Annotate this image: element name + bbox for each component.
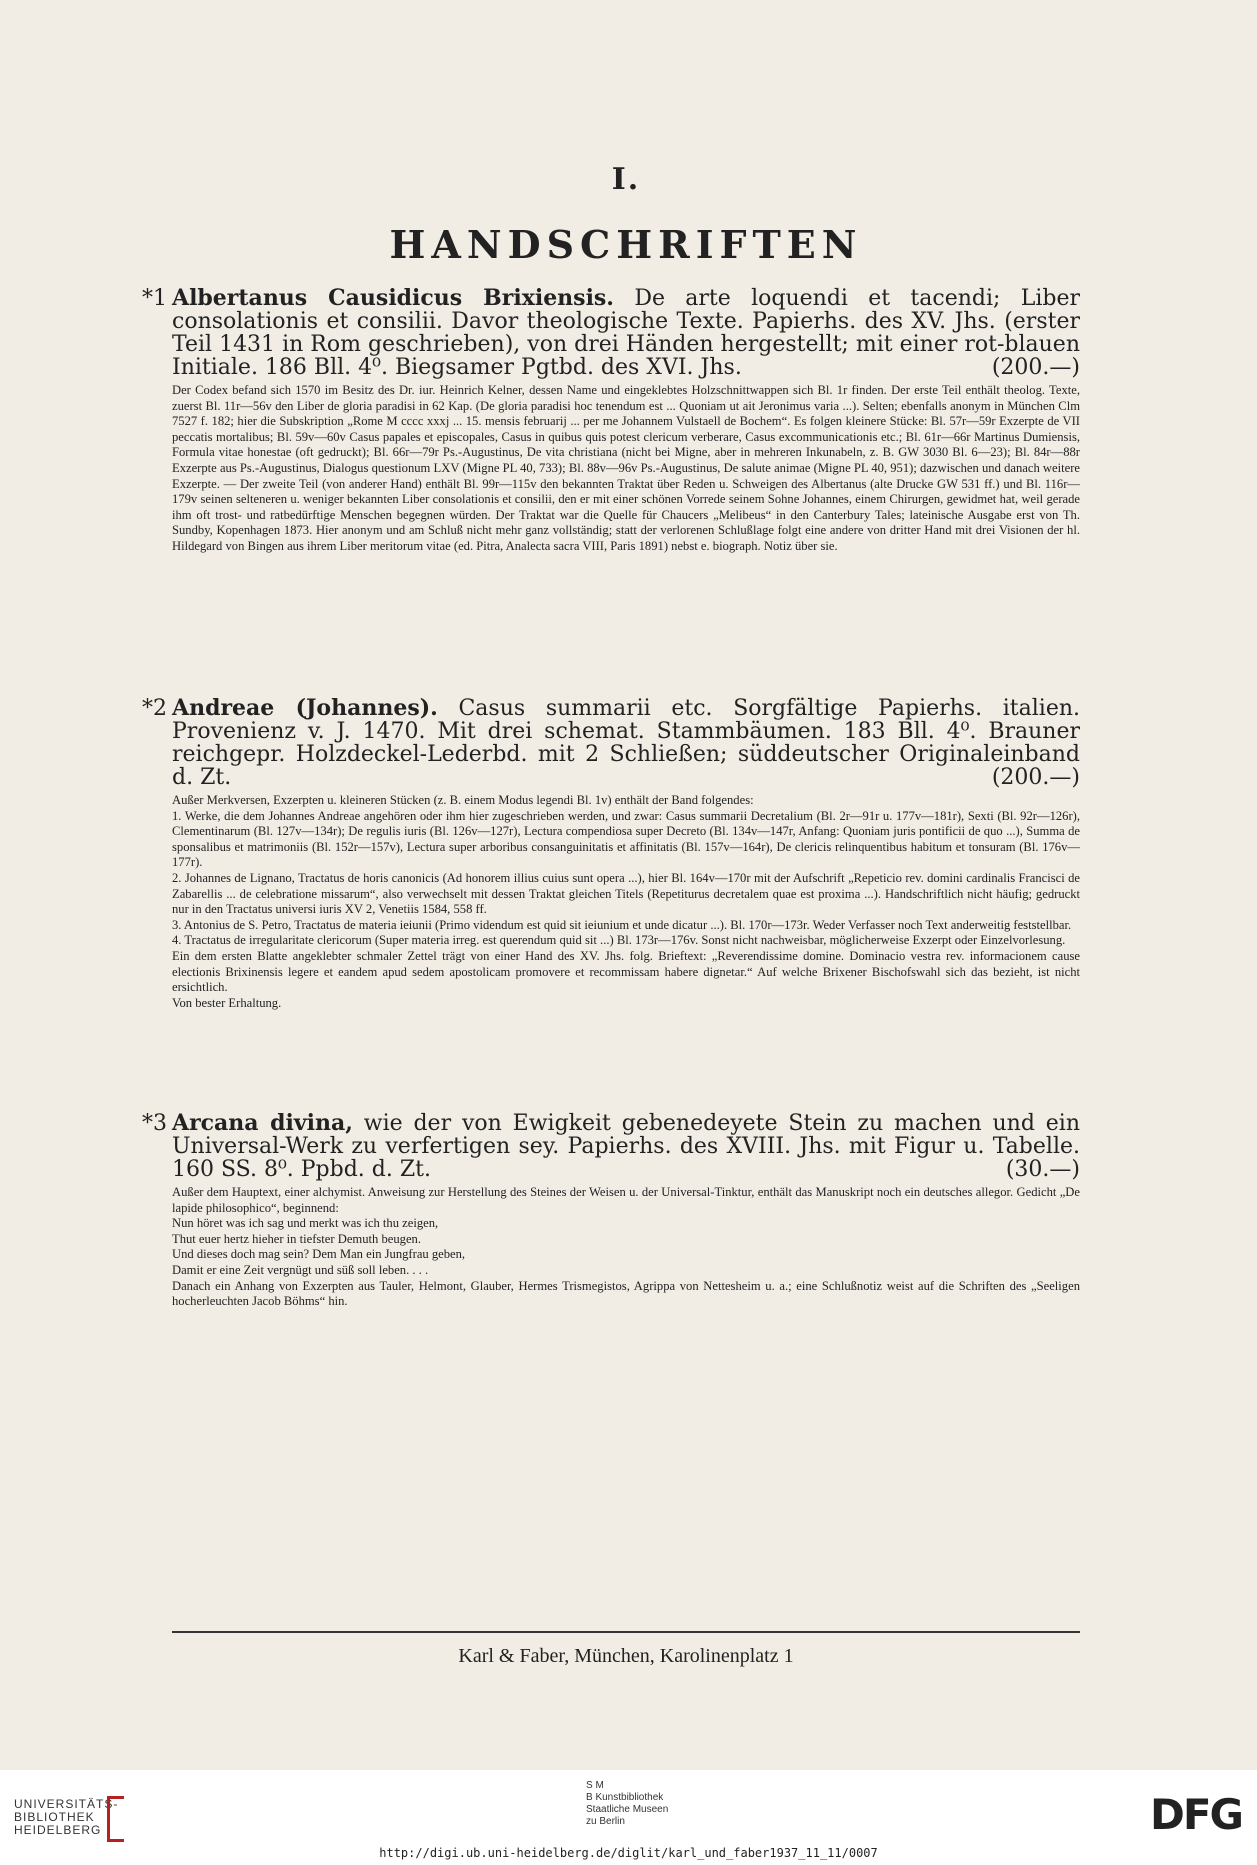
credit-line: B Kunstbibliothek	[586, 1792, 664, 1803]
entry-note-paragraph: 4. Tractatus de irregularitate clericorum (Super materia irreg. est querendum quid sit ...) Bl. 173r—176v. Sonst nicht nachweisbar, möglicherweise Exzerpt oder Einzelvorlesung.	[172, 933, 1066, 948]
entry-note-paragraph: 3. Antonius de S. Petro, Tractatus de materia ieiunii (Primo videndum est quid sit ieiunium et unde dicatur ...). Bl. 170r—173r. Weder Verfasser noch Text anderweitig feststellbar.	[172, 917, 1072, 932]
entry-note-outro: Danach ein Anhang von Exzerpten aus Tauler, Helmont, Glauber, Hermes Trismegistos, Agrippa von Nettesheim u. a.; eine Schlußnotiz weist auf die Schriften des „Seeligen hocherleuchten Jacob Böhms“ hin.	[172, 1278, 1080, 1309]
logo-line: HEIDELBERG	[14, 1823, 102, 1837]
entry-author: Andreae (Johannes).	[172, 695, 438, 721]
footer-divider	[172, 1631, 1080, 1633]
entry-note-paragraph: Der Codex befand sich 1570 im Besitz des Dr. iur. Heinrich Kelner, dessen Name und eingeklebtes Holzschnittwappen sich Bl. 1r finden. Der erste Teil enthält theolog. Texte, zuerst Bl. 11r—56v den Liber de gloria paradisi in 62 Kap. (De gloria paradisi hoc tenendum est ... Quoniam ut ait Jeronimus varia ...). Selten; ebenfalls anonym in München Clm 7527 f. 182; hier die Subskription „Rome M cccc xxxj ... 15. mensis februarij ... per me Johannem Vulstaell de Bochem“. Es folgen kleinere Stücke: Bl. 57r—59r Exzerpte de VII peccatis mortalibus; Bl. 59v—60v Casus papales et episcopales, Casus in quibus quis potest clericum verberare, Casus excommunicationis etc.; Bl. 61r—66r Martinus Dumiensis, Formula vitae honestae (oft gedruckt); Bl. 66r—79r Ps.-Augustinus, De vita christiana (nicht bei Migne, aber in mehreren Inkunabeln, z. B. GW 3030 Bl. 6—23); Bl. 84r—88r Exzerpte aus Ps.-Augustinus, Dialogus questionum LXV (Migne PL 40, 733); Bl. 88v—96v Ps.-Augustinus, De salute animae (Migne PL 40, 951); dazwischen und danach weitere Exzerpte. — Der zweite Teil (von anderer Hand) enthält Bl. 99r—115v den bekannten Traktat über Reden u. Schweigen des Albertanus (alte Drucke GW 531 ff.) und Bl. 116r—179v seinen selteneren u. weniger bekannten Liber consolationis et consilii, den er mit einer schönen Vorrede seinem Sohne Johannes, einem Chirurgen, gewidmet hat, weil gerade ihm oft trost- und ratbedürftige Menschen begegnen würden. Der Traktat war die Quelle für Chaucers „Melibeus“ in den Canterbury Tales; lateinische Ausgabe erst von Th. Sundby, Kopenhagen 1873. Hier anonym und am Schluß nicht mehr ganz vollständig; statt der verlorenen Schlußlage folgt eine andere von dritter Hand mit drei Visionen der hl. Hildegard von Bingen aus ihrem Liber meritorum vitae (ed. Pitra, Analecta sacra VIII, Paris 1891) nebst e. biograph. Notiz über sie.	[172, 383, 1080, 553]
library-emblem-icon	[107, 1796, 124, 1842]
logo-line: BIBLIOTHEK	[14, 1810, 95, 1824]
entry-author: Albertanus Causidicus Brixiensis.	[172, 285, 614, 311]
entry-description: Casus summarii etc. Sorgfältige Papierhs. italien. Provenienz v. J. 1470. Mit drei schemat. Stammbäumen. 183 Bll. 4⁰. Brauner reichgepr. Holzdeckel-Lederbd. mit 2 Schließen; süddeutscher Originaleinband d. Zt.	[172, 696, 1080, 790]
entry-note-intro: Außer dem Hauptext, einer alchymist. Anweisung zur Herstellung des Steines der Weisen u. der Universal-Tinktur, enthält das Manuskript noch ein deutsches allegor. Gedicht „De lapide philosophico“, beginnend:	[172, 1185, 1080, 1215]
permalink-url[interactable]: http://digi.ub.uni-heidelberg.de/diglit/karl_und_faber1937_11_11/0007	[379, 1846, 878, 1860]
credit-line: Staatliche Museen	[586, 1804, 669, 1815]
section-number: I.	[611, 162, 641, 197]
catalog-entry-3	[142, 1110, 1080, 1310]
entry-notes	[172, 383, 1080, 555]
entry-number: *3	[142, 1111, 167, 1136]
entry-notes	[172, 1185, 1080, 1310]
entry-author: Arcana divina,	[172, 1110, 353, 1136]
catalog-entry-1	[142, 285, 1081, 555]
credit-line: S M	[586, 1780, 604, 1791]
dfg-logo[interactable]: DFG	[1150, 1790, 1243, 1839]
entry-lead	[172, 1112, 1080, 1181]
section-title: HANDSCHRIFTEN	[389, 222, 863, 267]
entry-note-paragraph: 1. Werke, die dem Johannes Andreae angehören oder ihm hier zugeschrieben werden, und zwar: Casus summarii Decretalium (Bl. 2r—91r u. 177v—181r), Sexti (Bl. 92r—126r), Clementinarum (Bl. 127v—134r); De regulis iuris (Bl. 126v—127r), Lectura compendiosa super Decreto (Bl. 134v—147r, Anfang: Quoniam juris pontificii de quo ...), Summa de sponsalibus et matrimoniis (Bl. 152r—157v), Lectura super arboribus consanguinitatis et affinitatis (Bl. 157v—164r), De clericis relinquentibus habitum et tonsuram (Bl. 176v—177r).	[172, 808, 1080, 870]
entry-number: *2	[142, 696, 167, 721]
entry-description: wie der von Ewigkeit gebenedeyete Stein zu machen und ein Universal-Werk zu verfertigen sey. Papierhs. des XVIII. Jhs. mit Figur u. Tabelle. 160 SS. 8⁰. Ppbd. d. Zt.	[172, 1111, 1080, 1182]
credit-line: zu Berlin	[586, 1816, 625, 1827]
entry-lead	[172, 697, 1080, 789]
verse-line: Thut euer hertz hieher in tiefster Demuth beugen.	[172, 1231, 421, 1246]
entry-note-paragraph: Von bester Erhaltung.	[172, 995, 282, 1010]
verse-line: Und dieses doch mag sein? Dem Man ein Jungfrau geben,	[172, 1247, 466, 1262]
entry-price: (30.—)	[1005, 1157, 1080, 1182]
entry-price: (200.—)	[991, 355, 1080, 380]
entry-note-paragraph: Außer Merkversen, Exzerpten u. kleineren Stücken (z. B. einem Modus legendi Bl. 1v) enthält der Band folgendes:	[172, 793, 754, 807]
publisher-footer: Karl & Faber, München, Karolinenplatz 1	[458, 1645, 794, 1667]
verse-line: Damit er eine Zeit vergnügt und süß soll leben. . . .	[172, 1262, 429, 1277]
entry-price: (200.—)	[991, 765, 1080, 790]
verse-line: Nun höret was ich sag und merkt was ich thu zeigen,	[172, 1216, 439, 1231]
entry-notes	[172, 793, 1080, 1011]
entry-lead	[172, 287, 1080, 379]
entry-note-paragraph: 2. Johannes de Lignano, Tractatus de horis canonicis (Ad honorem illius cuius sunt opera ...), hier Bl. 164v—170r mit der Aufschrift „Repeticio rev. domini cardinalis Francisci de Zabarellis ... de celebratione missarum“, also verwechselt mit dessen Traktat gleichen Titels (Repetiturus decretalem quae est proxima ...). Handschriftlich nicht häufig; gedruckt nur in den Tractatus universi iuris XV 2, Venetiis 1584, 558 ff.	[172, 870, 1080, 917]
museum-credit	[586, 1780, 668, 1828]
entry-note-paragraph: Ein dem ersten Blatte angeklebter schmaler Zettel trägt von einer Hand des XV. Jhs. folg. Brieftext: „Reverendissime domine. Dominacio vestra rev. informacionem cause electionis Brixinensis legere et eandem apud sedem apostolicam promovere et recommissam habere dignetar.“ Auf welche Brixener Bischofswahl sich das bezieht, ist nicht ersichtlich.	[172, 948, 1080, 995]
logo-line: UNIVERSITÄTS-	[14, 1797, 119, 1811]
entry-description: De arte loquendi et tacendi; Liber consolationis et consilii. Davor theologische Texte. Papierhs. des XV. Jhs. (erster Teil 1431 in Rom geschrieben), von drei Händen hergestellt; mit einer rot-blauen Initiale. 186 Bll. 4⁰. Biegsamer Pgtbd. des XVI. Jhs.	[172, 286, 1081, 380]
catalog-entry-2	[142, 695, 1080, 1011]
university-library-logo[interactable]	[14, 1798, 118, 1837]
entry-number: *1	[142, 286, 167, 311]
